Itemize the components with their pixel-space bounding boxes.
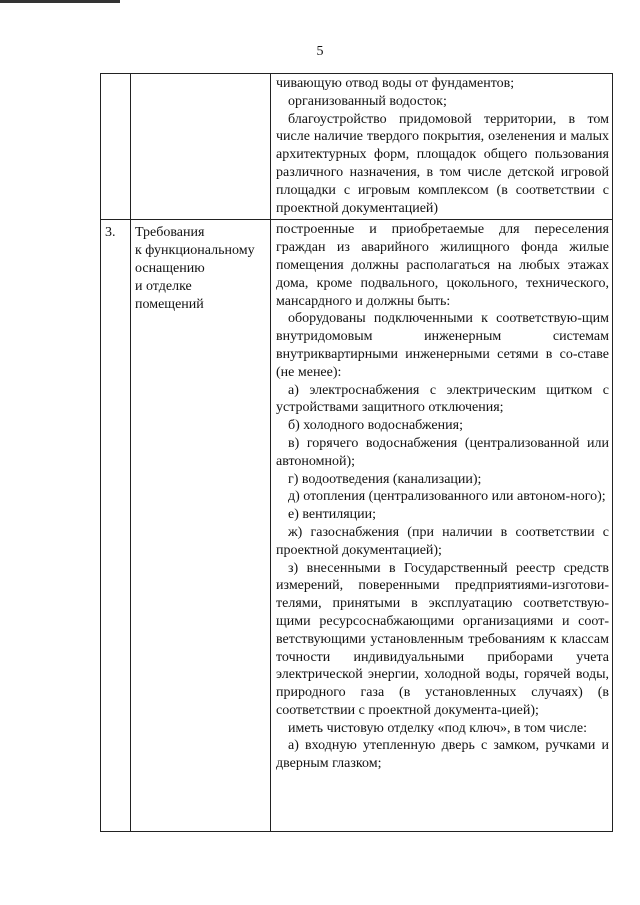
title-line: Требования bbox=[135, 225, 205, 241]
row-content bbox=[271, 74, 613, 220]
paragraph: г) водоотведения (канализации); bbox=[288, 471, 482, 487]
paragraph: а) входную утепленную дверь с замком, ручками и дверным глазком; bbox=[276, 738, 609, 772]
title-line: оснащению bbox=[135, 261, 205, 277]
row-title bbox=[131, 220, 271, 832]
paragraph: чивающую отвод воды от фундаментов; bbox=[276, 76, 515, 91]
paragraph: ж) газоснабжения (при наличии в соответствии с проектной документацией); bbox=[276, 524, 609, 558]
paragraph: з) внесенными в Государственный реестр средств измерений, поверенными предприятиями-изготови-телями, принятыми в эксплуатацию соответствую-щими ресурсоснабжающими организациями и соот-ветствующими установленным требованиям к классам точности индивидуальными приборами учета электрической энергии, холодной воды, горячей воды, природного газа (в установленных случаях) (в соответствии с проектной документа-цией); bbox=[276, 560, 609, 718]
row-number: 3. bbox=[101, 220, 131, 832]
paragraph: а) электроснабжения с электрическим щитком с устройствами защитного отключения; bbox=[276, 382, 609, 416]
table-row bbox=[101, 220, 613, 832]
paragraph: б) холодного водоснабжения; bbox=[288, 418, 463, 434]
header-rule bbox=[0, 0, 120, 3]
row-title bbox=[131, 74, 271, 220]
title-line: к функциональному bbox=[135, 243, 255, 259]
paragraph: оборудованы подключенными к соответствую-щим внутридомовым инженерным системам внутриквартирными инженерными сетями в со-ставе (не менее): bbox=[276, 311, 609, 380]
paragraph: д) отопления (централизованного или автоном-ного); bbox=[288, 489, 606, 505]
table-row bbox=[101, 74, 613, 220]
paragraph: построенные и приобретаемые для переселения граждан из аварийного жилищного фонда жилые помещения должны располагаться на любых этажах дома, кроме подвального, цокольного, технического, мансардного и должны быть: bbox=[276, 222, 609, 309]
paragraph: организованный водосток; bbox=[288, 93, 447, 109]
row-content bbox=[271, 220, 613, 832]
row-number bbox=[101, 74, 131, 220]
paragraph: е) вентиляции; bbox=[288, 507, 377, 523]
paragraph: иметь чистовую отделку «под ключ», в том числе: bbox=[288, 720, 587, 736]
requirements-table bbox=[100, 73, 613, 832]
title-line: помещений bbox=[135, 297, 204, 313]
paragraph: в) горячего водоснабжения (централизованной или автономной); bbox=[276, 435, 609, 469]
page-number: 5 bbox=[316, 44, 324, 59]
title-line: и отделке bbox=[135, 279, 192, 295]
paragraph: благоустройство придомовой территории, в том числе наличие твердого покрытия, озеленения и малых архитектурных форм, площадок общего пользования различного назначения, в том числе детской игровой площадки с игровым комплексом (в соответствии с проектной документацией) bbox=[276, 111, 609, 216]
